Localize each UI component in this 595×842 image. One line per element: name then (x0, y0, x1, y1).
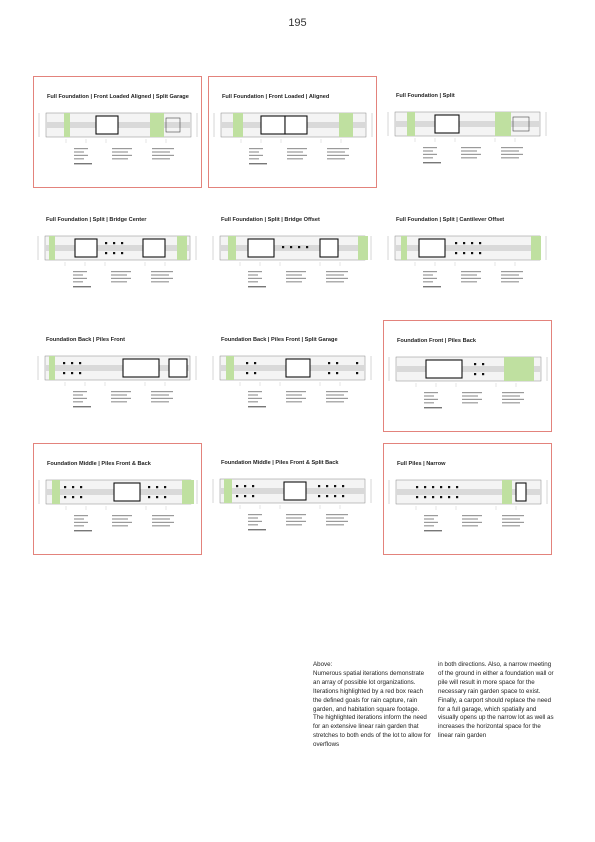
pile-marker (440, 486, 442, 488)
pile-marker (416, 486, 418, 488)
house-footprint (169, 359, 187, 377)
iteration-title: Full Piles | Narrow (397, 461, 446, 467)
site-plan-diagram (383, 200, 552, 312)
pile-marker (79, 362, 81, 364)
house-footprint (286, 359, 310, 377)
pile-marker (80, 496, 82, 498)
pile-marker (164, 486, 166, 488)
rain-garden-area (182, 480, 194, 504)
pile-marker (479, 242, 481, 244)
site-plan-diagram (208, 200, 377, 312)
rain-garden-area (339, 113, 353, 137)
pile-marker (326, 495, 328, 497)
site-plan-diagram (208, 320, 377, 432)
iteration-card (383, 320, 552, 432)
pile-marker (479, 252, 481, 254)
pile-marker (121, 252, 123, 254)
site-plan-diagram (33, 200, 202, 312)
pile-marker (64, 496, 66, 498)
house-footprint (516, 483, 526, 501)
house-footprint (248, 239, 274, 257)
rain-garden-area (49, 356, 55, 380)
iteration-card (33, 200, 202, 312)
pile-marker (113, 252, 115, 254)
house-footprint (419, 239, 445, 257)
pile-marker (63, 362, 65, 364)
pile-marker (72, 486, 74, 488)
pile-marker (416, 496, 418, 498)
pile-marker (290, 246, 292, 248)
iteration-title: Full Foundation | Front Loaded | Aligned (222, 94, 330, 100)
pile-marker (455, 252, 457, 254)
pile-marker (236, 485, 238, 487)
house-footprint (435, 115, 459, 133)
pile-marker (246, 372, 248, 374)
iteration-title: Foundation Back | Piles Front (46, 337, 125, 343)
rain-garden-area (401, 236, 407, 260)
site-plan-diagram (34, 444, 203, 556)
site-plan-diagram (383, 76, 552, 188)
iteration-title: Full Foundation | Split (396, 93, 455, 99)
pile-marker (356, 372, 358, 374)
pile-marker (252, 485, 254, 487)
pile-marker (105, 242, 107, 244)
iteration-card (33, 443, 202, 555)
rain-garden-area (224, 479, 232, 503)
house-footprint (426, 360, 462, 378)
pile-marker (246, 362, 248, 364)
pile-marker (121, 242, 123, 244)
pile-marker (79, 372, 81, 374)
pile-marker (336, 372, 338, 374)
rain-garden-area (233, 113, 243, 137)
rain-garden-area (177, 236, 187, 260)
pile-marker (156, 486, 158, 488)
rain-garden-area (150, 113, 164, 137)
pile-marker (356, 362, 358, 364)
pile-marker (456, 486, 458, 488)
pile-marker (236, 495, 238, 497)
pile-marker (448, 486, 450, 488)
iteration-title: Foundation Front | Piles Back (397, 338, 476, 344)
site-plan-diagram (33, 320, 202, 432)
pile-marker (336, 362, 338, 364)
rain-garden-area (226, 356, 234, 380)
rain-garden-area (358, 236, 368, 260)
iteration-card (208, 320, 377, 432)
pile-marker (482, 373, 484, 375)
house-footprint (320, 239, 338, 257)
pile-marker (455, 242, 457, 244)
house-footprint (123, 359, 159, 377)
pile-marker (448, 496, 450, 498)
pile-marker (342, 485, 344, 487)
iteration-title: Full Foundation | Front Loaded Aligned | Split Garage (47, 94, 189, 100)
pile-marker (80, 486, 82, 488)
pile-marker (63, 372, 65, 374)
pile-marker (148, 486, 150, 488)
pile-marker (64, 486, 66, 488)
pile-marker (471, 252, 473, 254)
pile-marker (424, 496, 426, 498)
rain-garden-area (495, 112, 511, 136)
pile-marker (148, 496, 150, 498)
pile-marker (72, 496, 74, 498)
pile-marker (71, 362, 73, 364)
caption-column-2 (438, 661, 556, 741)
iteration-title: Foundation Middle | Piles Front & Back (47, 461, 151, 467)
pile-marker (254, 372, 256, 374)
iteration-card (208, 200, 377, 312)
pile-marker (334, 485, 336, 487)
iteration-title: Foundation Middle | Piles Front & Split Back (221, 460, 339, 466)
page-number: 195 (288, 17, 307, 29)
iteration-title: Full Foundation | Split | Cantilever Offset (396, 217, 505, 223)
caption-column-1 (313, 661, 431, 750)
site-plan-diagram (209, 77, 378, 189)
iteration-title: Full Foundation | Split | Bridge Offset (221, 217, 320, 223)
rain-garden-area (49, 236, 55, 260)
iteration-card (33, 320, 202, 432)
iteration-card (208, 76, 377, 188)
rain-garden-area (407, 112, 415, 136)
rain-garden-area (531, 236, 541, 260)
pile-marker (156, 496, 158, 498)
pile-marker (318, 495, 320, 497)
pile-marker (474, 373, 476, 375)
pile-marker (105, 252, 107, 254)
pile-marker (432, 496, 434, 498)
iteration-card (208, 443, 377, 555)
pile-marker (334, 495, 336, 497)
pile-marker (432, 486, 434, 488)
iteration-card (33, 76, 202, 188)
pile-marker (244, 495, 246, 497)
caption-label: Above: (313, 661, 333, 668)
site-plan-diagram (384, 321, 553, 433)
pile-marker (164, 496, 166, 498)
pile-marker (306, 246, 308, 248)
pile-marker (328, 362, 330, 364)
rain-garden-area (52, 480, 60, 504)
iteration-card (383, 200, 552, 312)
house-footprint (261, 116, 285, 134)
iteration-title: Full Foundation | Split | Bridge Center (46, 217, 147, 223)
rain-garden-area (64, 113, 70, 137)
rain-garden-area (228, 236, 236, 260)
iteration-card (383, 76, 552, 188)
caption-text-2: in both directions. Also, a narrow meeting of the ground in either a foundation wall or pile will result in more space for the necessary rain garden space to exist. Finally, a carport should replace the need for a full garage, which spatially and visually opens up the narrow lot as well as increases the horizontal space for the linear rain garden (438, 661, 554, 740)
house-footprint (284, 482, 306, 500)
pile-marker (328, 372, 330, 374)
pile-marker (282, 246, 284, 248)
pile-marker (463, 252, 465, 254)
pile-marker (254, 362, 256, 364)
pile-marker (326, 485, 328, 487)
pile-marker (71, 372, 73, 374)
pile-marker (113, 242, 115, 244)
pile-marker (252, 495, 254, 497)
pile-marker (482, 363, 484, 365)
house-footprint (96, 116, 118, 134)
house-footprint (114, 483, 140, 501)
pile-marker (474, 363, 476, 365)
pile-marker (463, 242, 465, 244)
house-footprint (285, 116, 307, 134)
rain-garden-area (504, 357, 534, 381)
pile-marker (456, 496, 458, 498)
iteration-title: Foundation Back | Piles Front | Split Garage (221, 337, 338, 343)
site-plan-diagram (208, 443, 377, 555)
pile-marker (424, 486, 426, 488)
iteration-card (383, 443, 552, 555)
pile-marker (318, 485, 320, 487)
site-plan-diagram (34, 77, 203, 189)
site-plan-diagram (384, 444, 553, 556)
pile-marker (471, 242, 473, 244)
pile-marker (244, 485, 246, 487)
caption-text-1: Numerous spatial iterations demonstrate an array of possible lot organizations. Iterations highlighted by a red box reach the defined goals for rain capture, rain garden, and habitation square footage. The highlighted iterations inform the need for an extensive linear rain garden that stretches to both ends of the lot to allow for overflows (313, 669, 431, 749)
pile-marker (298, 246, 300, 248)
pile-marker (342, 495, 344, 497)
house-footprint (143, 239, 165, 257)
house-footprint (75, 239, 97, 257)
rain-garden-area (502, 480, 512, 504)
pile-marker (440, 496, 442, 498)
